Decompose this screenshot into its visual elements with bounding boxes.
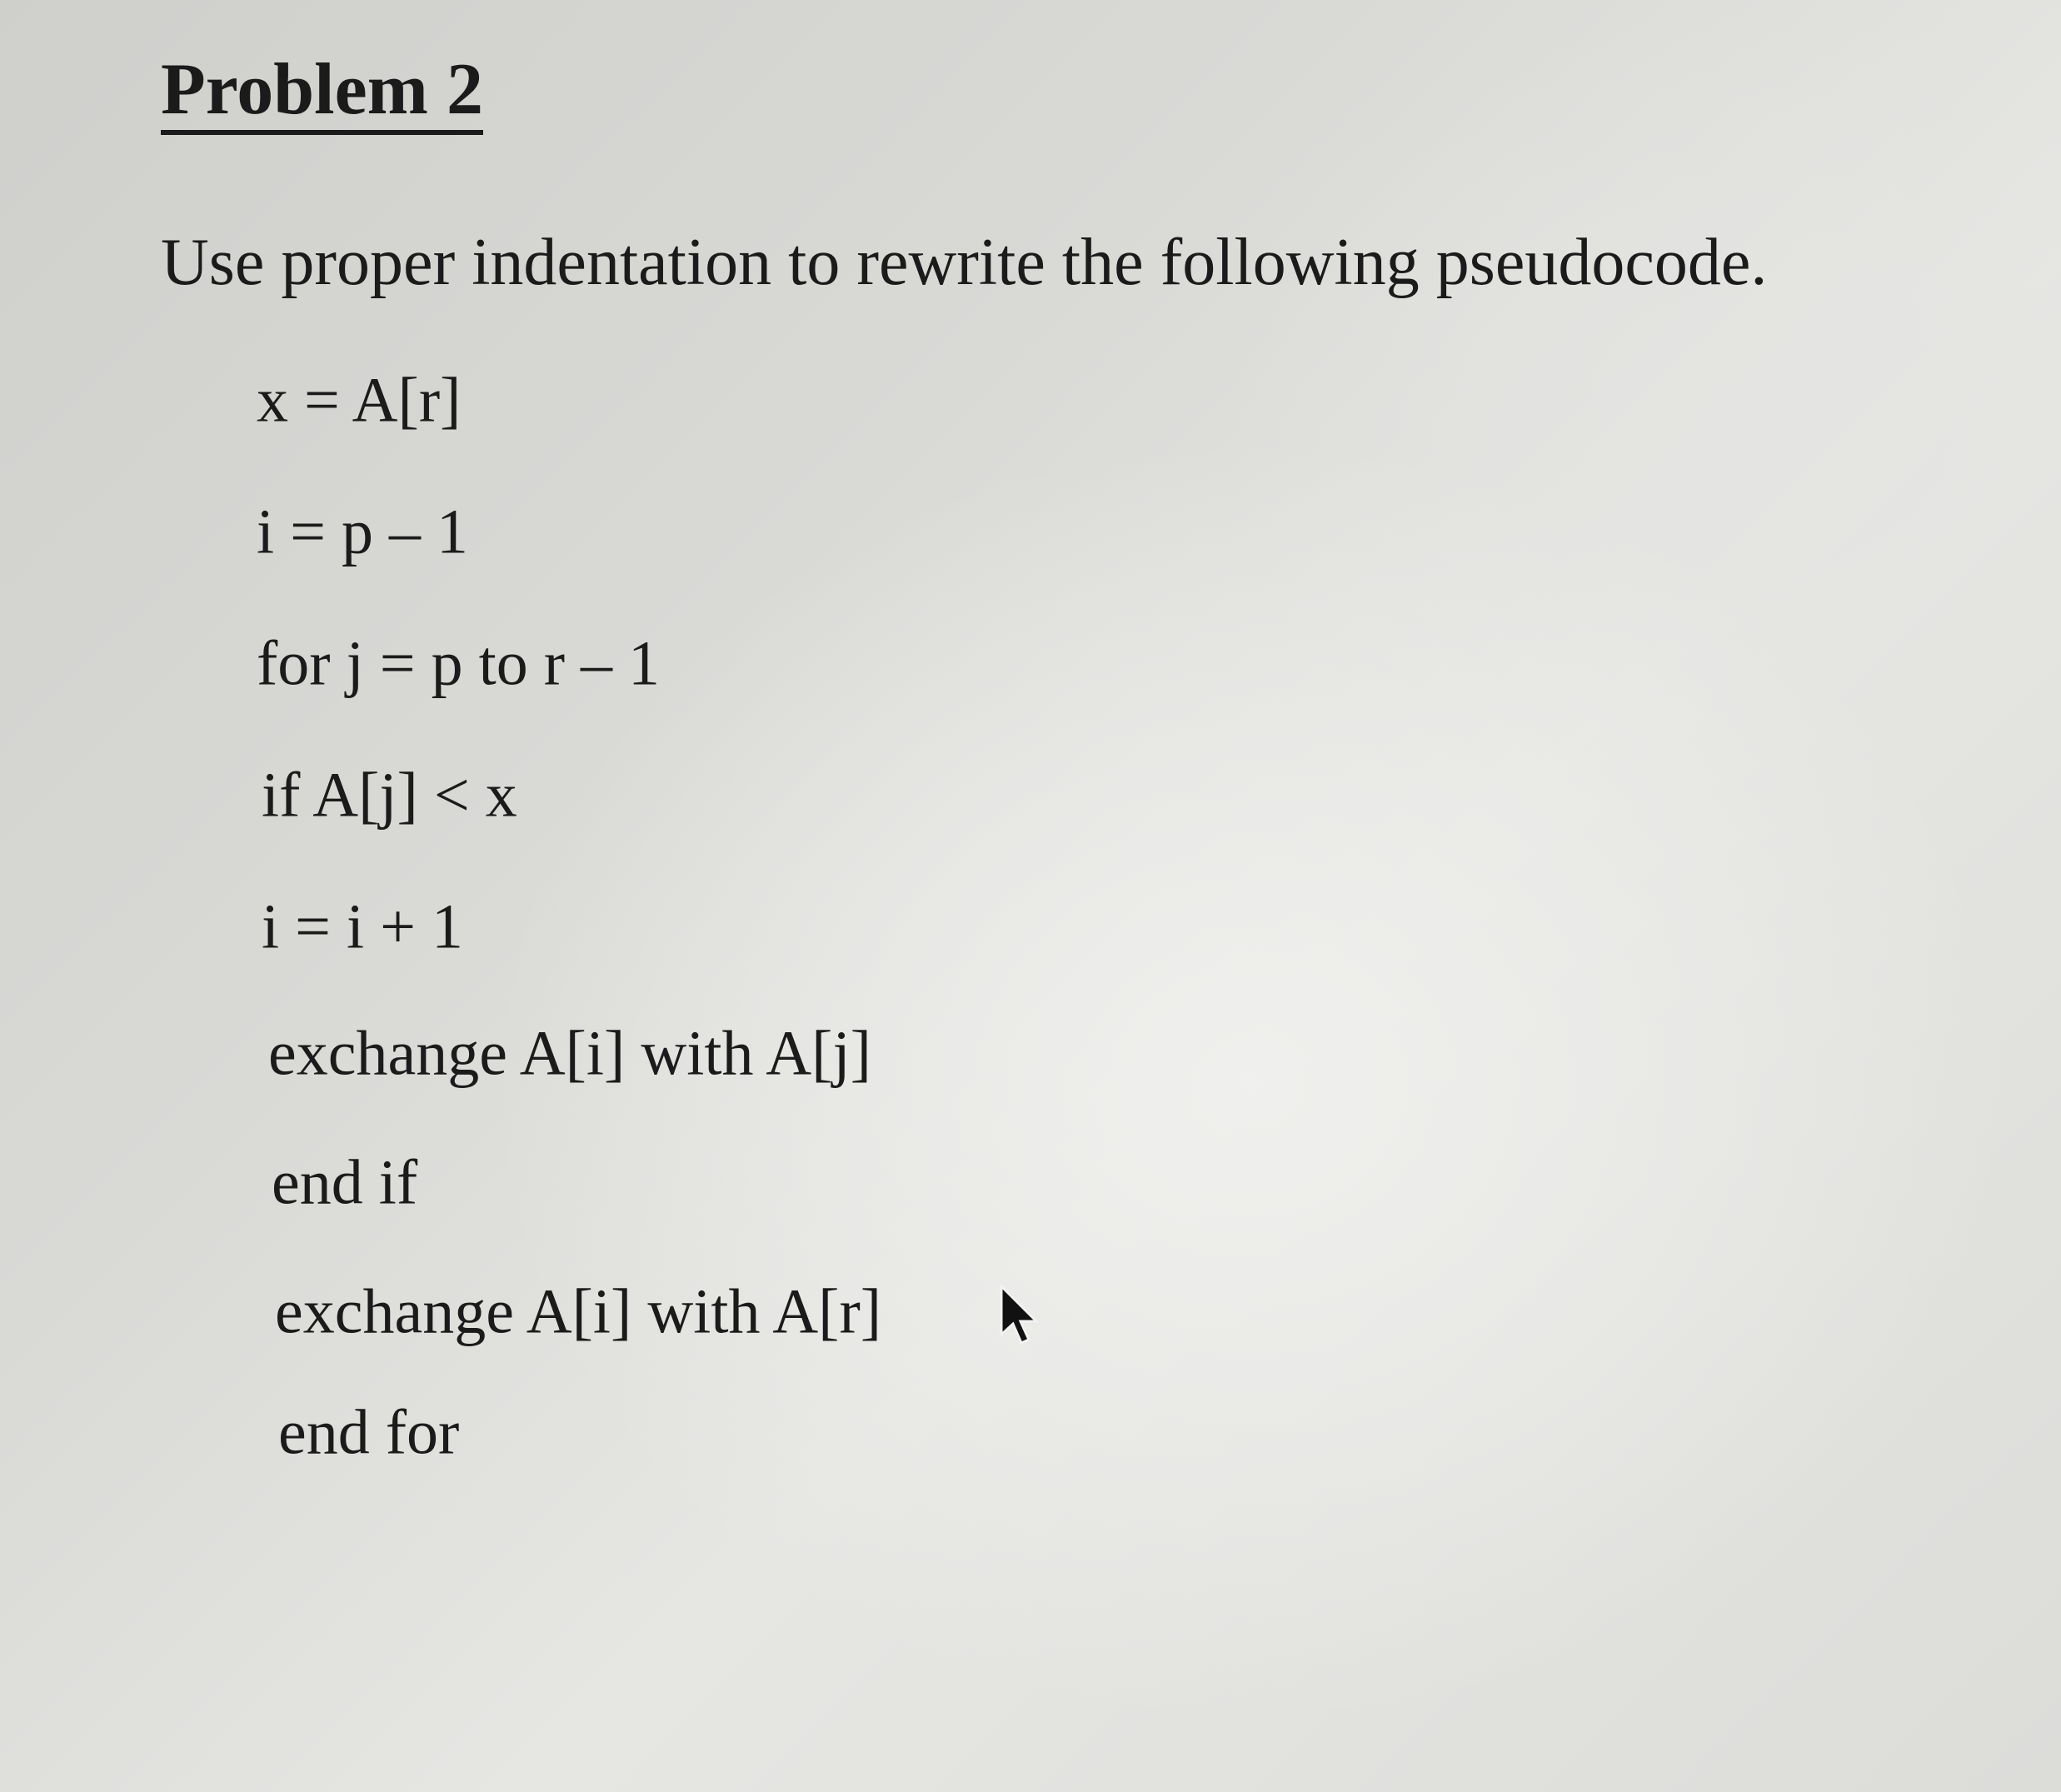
code-line: exchange A[i] with A[j] (268, 1018, 871, 1089)
code-line: x = A[r] (257, 365, 462, 436)
code-line: i = i + 1 (262, 891, 463, 962)
code-line: exchange A[i] with A[r] (275, 1276, 882, 1347)
mouse-pointer-icon (998, 1283, 1048, 1345)
problem-title: Problem 2 (161, 52, 483, 135)
instruction-text: Use proper indentation to rewrite the following pseudocode. (161, 226, 1768, 299)
code-line: end for (278, 1397, 460, 1468)
code-line: end if (272, 1147, 418, 1218)
code-line: for j = p to r – 1 (257, 628, 661, 699)
code-line: if A[j] < x (262, 760, 517, 831)
code-line: i = p – 1 (257, 497, 468, 567)
